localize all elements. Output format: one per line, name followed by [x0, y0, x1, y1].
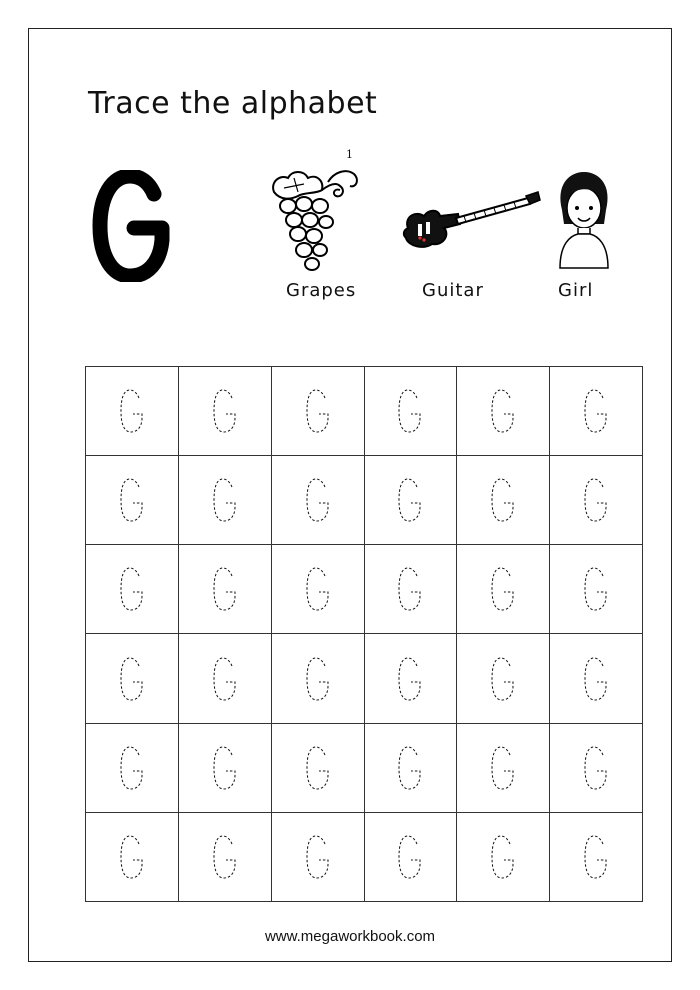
trace-cell [365, 367, 458, 456]
dotted-letter-g [488, 475, 518, 525]
dotted-letter-g [117, 743, 147, 793]
dotted-letter-g [117, 654, 147, 704]
trace-cell [86, 724, 179, 813]
trace-cell [550, 634, 643, 723]
dotted-letter-g [395, 654, 425, 704]
trace-cell [550, 813, 643, 902]
girl-label: Girl [558, 280, 594, 301]
dotted-letter-g [117, 386, 147, 436]
dotted-letter-g [395, 743, 425, 793]
dotted-letter-g [210, 743, 240, 793]
trace-cell [457, 456, 550, 545]
dotted-letter-g [581, 564, 611, 614]
dotted-letter-g [395, 386, 425, 436]
girl-icon [554, 168, 614, 272]
trace-cell [179, 634, 272, 723]
website-footer: www.megaworkbook.com [264, 928, 436, 945]
page-number: 1 [346, 148, 353, 161]
dotted-letter-g [210, 475, 240, 525]
trace-cell [365, 545, 458, 634]
trace-cell [272, 367, 365, 456]
trace-cell [86, 545, 179, 634]
tracing-grid [85, 366, 643, 902]
trace-cell [179, 545, 272, 634]
trace-cell [550, 367, 643, 456]
dotted-letter-g [395, 475, 425, 525]
trace-cell [86, 813, 179, 902]
trace-cell [179, 367, 272, 456]
trace-cell [179, 456, 272, 545]
trace-cell [86, 634, 179, 723]
trace-cell [179, 724, 272, 813]
dotted-letter-g [303, 564, 333, 614]
dotted-letter-g [488, 564, 518, 614]
trace-cell [86, 456, 179, 545]
trace-cell [86, 367, 179, 456]
trace-cell [550, 545, 643, 634]
trace-cell [272, 545, 365, 634]
dotted-letter-g [303, 386, 333, 436]
big-letter-g [92, 170, 172, 282]
guitar-label: Guitar [422, 280, 484, 301]
dotted-letter-g [488, 832, 518, 882]
dotted-letter-g [303, 832, 333, 882]
dotted-letter-g [303, 743, 333, 793]
dotted-letter-g [395, 564, 425, 614]
trace-cell [457, 724, 550, 813]
guitar-icon [398, 188, 542, 260]
dotted-letter-g [210, 832, 240, 882]
trace-cell [457, 634, 550, 723]
trace-cell [272, 813, 365, 902]
worksheet-title: Trace the alphabet [88, 86, 378, 121]
dotted-letter-g [303, 475, 333, 525]
dotted-letter-g [117, 832, 147, 882]
dotted-letter-g [117, 564, 147, 614]
trace-cell [365, 456, 458, 545]
trace-cell [272, 634, 365, 723]
dotted-letter-g [303, 654, 333, 704]
trace-cell [457, 367, 550, 456]
dotted-letter-g [581, 832, 611, 882]
grapes-label: Grapes [286, 280, 357, 301]
trace-cell [365, 724, 458, 813]
trace-cell [457, 545, 550, 634]
trace-cell [457, 813, 550, 902]
dotted-letter-g [210, 654, 240, 704]
trace-cell [365, 634, 458, 723]
dotted-letter-g [395, 832, 425, 882]
dotted-letter-g [581, 386, 611, 436]
dotted-letter-g [488, 743, 518, 793]
dotted-letter-g [581, 743, 611, 793]
grapes-icon [264, 164, 364, 274]
dotted-letter-g [581, 475, 611, 525]
dotted-letter-g [210, 386, 240, 436]
trace-cell [365, 813, 458, 902]
trace-cell [179, 813, 272, 902]
trace-cell [272, 456, 365, 545]
dotted-letter-g [210, 564, 240, 614]
trace-cell [550, 724, 643, 813]
dotted-letter-g [117, 475, 147, 525]
dotted-letter-g [488, 654, 518, 704]
trace-cell [272, 724, 365, 813]
dotted-letter-g [581, 654, 611, 704]
dotted-letter-g [488, 386, 518, 436]
trace-cell [550, 456, 643, 545]
